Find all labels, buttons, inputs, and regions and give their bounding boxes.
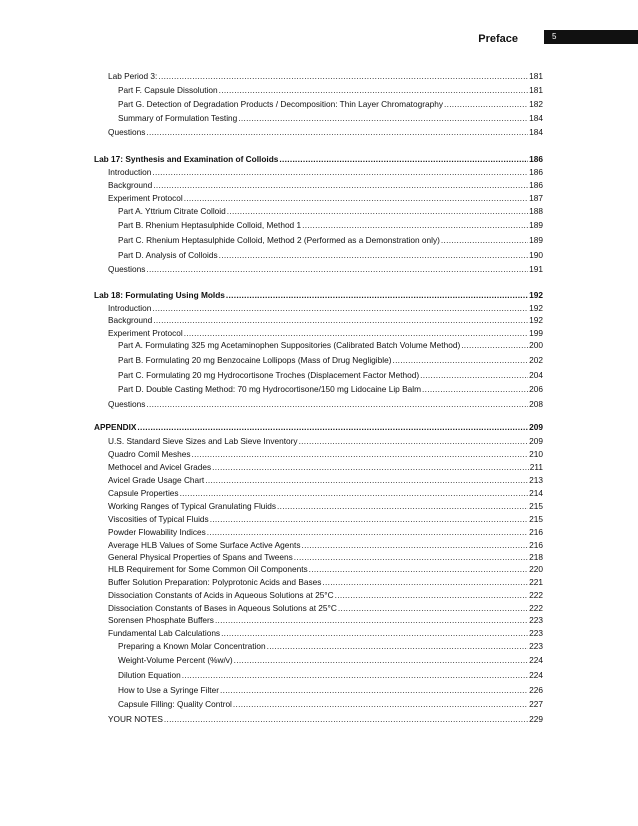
toc-entry[interactable] — [108, 514, 543, 525]
toc-entry[interactable] — [108, 501, 543, 512]
toc-entry-title: General Physical Properties of Spans and Tweens — [108, 552, 293, 562]
toc-page-number: 188 — [529, 206, 543, 216]
toc-entry-title: Part C. Formulating 20 mg Hydrocortisone Troches (Displacement Factor Method) — [118, 370, 420, 380]
toc-dot-leader — [227, 206, 528, 217]
toc-subentry[interactable] — [118, 235, 543, 246]
toc-entry[interactable] — [108, 449, 543, 460]
toc-dot-leader — [461, 340, 528, 351]
toc-dot-leader — [277, 501, 528, 512]
toc-page-number: 189 — [529, 235, 543, 245]
toc-page-number: 216 — [529, 527, 543, 537]
toc-page-number: 186 — [529, 180, 543, 190]
toc-entry[interactable] — [108, 303, 543, 314]
toc-page-number: 227 — [529, 699, 543, 709]
toc-page-number: 224 — [529, 655, 543, 665]
toc-dot-leader — [210, 514, 528, 525]
toc-dot-leader — [233, 699, 528, 710]
toc-dot-leader — [152, 303, 528, 314]
toc-page-number: 189 — [529, 220, 543, 230]
toc-entry[interactable] — [108, 628, 543, 639]
toc-dot-leader — [309, 564, 528, 575]
toc-page-number: 220 — [529, 564, 543, 574]
toc-page-number: 215 — [529, 501, 543, 511]
toc-dot-leader — [220, 685, 528, 696]
toc-page-number: 192 — [529, 315, 543, 325]
toc-subentry[interactable] — [118, 85, 543, 96]
toc-entry[interactable] — [108, 462, 543, 473]
toc-entry-title: Experiment Protocol — [108, 328, 183, 338]
toc-dot-leader — [219, 250, 529, 261]
running-header-title: Preface — [478, 33, 518, 45]
toc-page-number: 181 — [529, 85, 543, 95]
toc-entry-title: Part D. Double Casting Method: 70 mg Hydrocortisone/150 mg Lidocaine Lip Balm — [118, 384, 421, 394]
toc-page-number: 186 — [529, 167, 543, 177]
toc-entry-title: Questions — [108, 264, 146, 274]
toc-dot-leader — [152, 167, 528, 178]
toc-page-number: 200 — [529, 340, 543, 350]
toc-page-number: 184 — [529, 127, 543, 137]
toc-page-number: 202 — [529, 355, 543, 365]
toc-page-number: 224 — [529, 670, 543, 680]
toc-dot-leader — [444, 99, 528, 110]
toc-entry-title: Methocel and Avicel Grades — [108, 462, 212, 472]
toc-dot-leader — [299, 436, 529, 447]
toc-dot-leader — [279, 154, 528, 165]
toc-subentry[interactable] — [118, 250, 543, 261]
toc-entry[interactable] — [108, 167, 543, 178]
toc-dot-leader — [215, 615, 528, 626]
toc-entry[interactable] — [108, 615, 543, 626]
toc-entry[interactable] — [108, 527, 543, 538]
toc-subentry[interactable] — [118, 355, 543, 366]
toc-section-heading[interactable] — [94, 422, 543, 433]
toc-entry[interactable] — [108, 399, 543, 410]
toc-entry[interactable] — [108, 590, 543, 601]
toc-entry-title: Part B. Formulating 20 mg Benzocaine Lollipops (Mass of Drug Negligible) — [118, 355, 392, 365]
toc-entry-title: Summary of Formulation Testing — [118, 113, 238, 123]
toc-dot-leader — [146, 399, 528, 410]
toc-page-number: 216 — [529, 540, 543, 550]
toc-dot-leader — [420, 370, 528, 381]
toc-dot-leader — [226, 290, 528, 301]
toc-page-number: 187 — [529, 193, 543, 203]
toc-entry[interactable] — [108, 564, 543, 575]
toc-entry-title: Part D. Analysis of Colloids — [118, 250, 218, 260]
toc-entry-title: Viscosities of Typical Fluids — [108, 514, 209, 524]
toc-entry[interactable] — [108, 475, 543, 486]
toc-page-number: 192 — [529, 303, 543, 313]
toc-dot-leader — [422, 384, 528, 395]
toc-entry[interactable] — [108, 714, 543, 725]
toc-section-heading[interactable] — [94, 290, 543, 301]
toc-subentry[interactable] — [118, 220, 543, 231]
toc-entry-title: YOUR NOTES — [108, 714, 163, 724]
toc-dot-leader — [335, 590, 529, 601]
toc-subentry[interactable] — [118, 370, 543, 381]
toc-page-number: 199 — [529, 328, 543, 338]
toc-dot-leader — [221, 628, 528, 639]
toc-entry-title: Capsule Properties — [108, 488, 179, 498]
toc-entry[interactable] — [108, 193, 543, 204]
toc-entry-title: Dissociation Constants of Bases in Aqueous Solutions at 25°C — [108, 603, 337, 613]
toc-page-number: 209 — [529, 422, 543, 432]
toc-section-heading[interactable] — [94, 154, 543, 165]
toc-page-number: 223 — [529, 641, 543, 651]
toc-entry[interactable] — [108, 71, 543, 82]
toc-entry-title: Questions — [108, 399, 146, 409]
toc-entry-title: Buffer Solution Preparation: Polyprotonic Acids and Bases — [108, 577, 322, 587]
toc-dot-leader — [392, 355, 528, 366]
toc-dot-leader — [184, 193, 528, 204]
toc-subentry[interactable] — [118, 113, 543, 124]
toc-page-number: 186 — [529, 154, 543, 164]
toc-dot-leader — [153, 315, 528, 326]
toc-page-number: 218 — [529, 552, 543, 562]
toc-entry-title: Preparing a Known Molar Concentration — [118, 641, 266, 651]
toc-entry-title: Part F. Capsule Dissolution — [118, 85, 218, 95]
toc-entry-title: Introduction — [108, 167, 152, 177]
toc-page-number: 192 — [529, 290, 543, 300]
toc-entry[interactable] — [108, 540, 543, 551]
toc-entry[interactable] — [108, 328, 543, 339]
toc-subentry[interactable] — [118, 340, 543, 351]
toc-entry-title: Dilution Equation — [118, 670, 181, 680]
toc-entry-title: Dissociation Constants of Acids in Aqueous Solutions at 25°C — [108, 590, 334, 600]
toc-dot-leader — [322, 577, 528, 588]
toc-subentry[interactable] — [118, 384, 543, 395]
toc-dot-leader — [158, 71, 528, 82]
toc-entry[interactable] — [108, 436, 543, 447]
toc-entry-title: Lab Period 3: — [108, 71, 158, 81]
toc-subentry[interactable] — [118, 685, 543, 696]
toc-entry[interactable] — [108, 488, 543, 499]
toc-entry-title: Working Ranges of Typical Granulating Fluids — [108, 501, 277, 511]
toc-dot-leader — [301, 540, 528, 551]
toc-page-number: 221 — [529, 577, 543, 587]
toc-entry-title: Background — [108, 180, 153, 190]
toc-entry-title: Introduction — [108, 303, 152, 313]
toc-subentry[interactable] — [118, 655, 543, 666]
toc-dot-leader — [441, 235, 528, 246]
toc-dot-leader — [192, 449, 529, 460]
toc-dot-leader — [153, 180, 528, 191]
toc-entry-title: APPENDIX — [94, 422, 137, 432]
toc-dot-leader — [164, 714, 528, 725]
toc-entry-title: Background — [108, 315, 153, 325]
toc-page-number: 190 — [529, 250, 543, 260]
toc-entry-title: Part A. Yttrium Citrate Colloid — [118, 206, 226, 216]
toc-entry-title: Part G. Detection of Degradation Products / Decomposition: Thin Layer Chromatography — [118, 99, 443, 109]
toc-page-number: 206 — [529, 384, 543, 394]
toc-entry-title: Lab 18: Formulating Using Molds — [94, 290, 225, 300]
toc-page-number: 229 — [529, 714, 543, 724]
toc-page-number: 226 — [529, 685, 543, 695]
toc-dot-leader — [182, 670, 528, 681]
toc-entry-title: Quadro Comil Meshes — [108, 449, 191, 459]
toc-page-number: 191 — [529, 264, 543, 274]
toc-page-number: 182 — [529, 99, 543, 109]
toc-page-number: 211 — [529, 462, 543, 472]
toc-page-number: 223 — [529, 628, 543, 638]
toc-dot-leader — [212, 462, 529, 473]
toc-subentry[interactable] — [118, 699, 543, 710]
toc-entry[interactable] — [108, 127, 543, 138]
toc-entry-title: HLB Requirement for Some Common Oil Components — [108, 564, 308, 574]
page-header — [0, 30, 638, 52]
toc-entry-title: Experiment Protocol — [108, 193, 183, 203]
toc-dot-leader — [146, 264, 528, 275]
toc-subentry[interactable] — [118, 206, 543, 217]
toc-page-number: 223 — [529, 615, 543, 625]
toc-dot-leader — [234, 655, 528, 666]
toc-dot-leader — [302, 220, 528, 231]
toc-entry-title: Capsule Filling: Quality Control — [118, 699, 232, 709]
toc-entry-title: Part B. Rhenium Heptasulphide Colloid, Method 1 — [118, 220, 302, 230]
toc-entry-title: Avicel Grade Usage Chart — [108, 475, 205, 485]
toc-page-number: 215 — [529, 514, 543, 524]
toc-page-number: 209 — [529, 436, 543, 446]
page-number-tab: 5 — [544, 30, 638, 44]
toc-page-number: 222 — [529, 590, 543, 600]
toc-page-number: 204 — [529, 370, 543, 380]
toc-entry-title: Part C. Rhenium Heptasulphide Colloid, Method 2 (Performed as a Demonstration only) — [118, 235, 440, 245]
toc-dot-leader — [205, 475, 528, 486]
toc-entry-title: Average HLB Values of Some Surface Active Agents — [108, 540, 301, 550]
toc-page-number: 222 — [529, 603, 543, 613]
toc-entry[interactable] — [108, 603, 543, 614]
toc-subentry[interactable] — [118, 99, 543, 110]
toc-page-number: 208 — [529, 399, 543, 409]
toc-entry[interactable] — [108, 264, 543, 275]
toc-dot-leader — [184, 328, 528, 339]
toc-entry-title: Questions — [108, 127, 146, 137]
toc-entry-title: Sorensen Phosphate Buffers — [108, 615, 214, 625]
toc-entry[interactable] — [108, 180, 543, 191]
toc-subentry[interactable] — [118, 641, 543, 652]
toc-entry-title: Lab 17: Synthesis and Examination of Colloids — [94, 154, 279, 164]
toc-entry-title: How to Use a Syringe Filter — [118, 685, 219, 695]
toc-entry-title: Part A. Formulating 325 mg Acetaminophen Suppositories (Calibrated Batch Volume Method) — [118, 340, 461, 350]
toc-entry[interactable] — [108, 577, 543, 588]
toc-page-number: 184 — [529, 113, 543, 123]
toc-entry-title: U.S. Standard Sieve Sizes and Lab Sieve Inventory — [108, 436, 298, 446]
toc-entry[interactable] — [108, 315, 543, 326]
toc-dot-leader — [294, 552, 528, 563]
toc-subentry[interactable] — [118, 670, 543, 681]
toc-page-number: 210 — [529, 449, 543, 459]
toc-entry-title: Weight-Volume Percent (%w/v) — [118, 655, 233, 665]
toc-dot-leader — [207, 527, 528, 538]
toc-page-number: 214 — [529, 488, 543, 498]
toc-entry-title: Powder Flowability Indices — [108, 527, 206, 537]
toc-page-number: 181 — [529, 71, 543, 81]
toc-dot-leader — [219, 85, 529, 96]
toc-entry[interactable] — [108, 552, 543, 563]
toc-page-number: 213 — [529, 475, 543, 485]
toc-dot-leader — [267, 641, 529, 652]
toc-dot-leader — [137, 422, 528, 433]
toc-dot-leader — [338, 603, 528, 614]
toc-entry-title: Fundamental Lab Calculations — [108, 628, 221, 638]
toc-dot-leader — [238, 113, 528, 124]
toc-dot-leader — [180, 488, 529, 499]
toc-dot-leader — [146, 127, 528, 138]
